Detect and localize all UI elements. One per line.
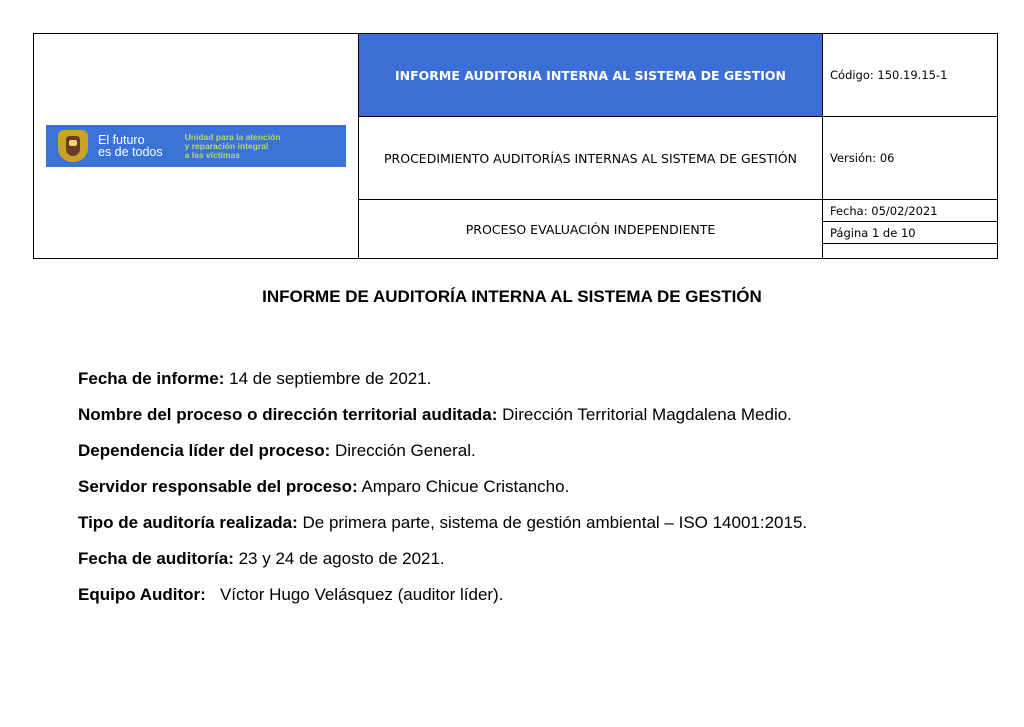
- document-code: Código: 150.19.15-1: [823, 34, 997, 117]
- procedure-name: PROCEDIMIENTO AUDITORÍAS INTERNAS AL SISTEMA DE GESTIÓN: [359, 117, 823, 200]
- document-header-table: [33, 33, 998, 259]
- header-title-cell: [359, 34, 823, 117]
- header-title: INFORME AUDITORIA INTERNA AL SISTEMA DE GESTION: [395, 67, 786, 83]
- document-date: Fecha: 05/02/2021: [823, 200, 997, 222]
- process-name: PROCESO EVALUACIÓN INDEPENDIENTE: [359, 200, 823, 258]
- page-number: Página 1 de 10: [823, 222, 997, 244]
- field-audit-date: Fecha de auditoría: 23 y 24 de agosto de 2021.: [78, 549, 445, 568]
- report-fields: [78, 368, 952, 620]
- field-lead-dependency: Dependencia líder del proceso: Dirección General.: [78, 441, 476, 460]
- field-audited-process: Nombre del proceso o dirección territorial auditada: Dirección Territorial Magdalena Medio.: [78, 405, 792, 424]
- field-audit-type: Tipo de auditoría realizada: De primera parte, sistema de gestión ambiental – ISO 14001:2015.: [78, 513, 808, 532]
- field-audit-team: Equipo Auditor: Víctor Hugo Velásquez (auditor líder).: [78, 585, 504, 604]
- field-responsible-officer: Servidor responsable del proceso: Amparo Chicue Cristancho.: [78, 477, 570, 496]
- organization-logo: [46, 125, 346, 167]
- logo-unit-text: Unidad para la atención y reparación integral a las víctimas: [184, 131, 281, 160]
- document-version: Versión: 06: [823, 117, 997, 200]
- field-report-date: Fecha de informe: 14 de septiembre de 2021.: [78, 369, 432, 388]
- logo-cell: [34, 34, 359, 258]
- logo-brand-text: El futuro es de todos: [98, 133, 163, 159]
- report-title: INFORME DE AUDITORÍA INTERNA AL SISTEMA DE GESTIÓN: [262, 287, 762, 306]
- coat-of-arms-icon: [58, 130, 88, 162]
